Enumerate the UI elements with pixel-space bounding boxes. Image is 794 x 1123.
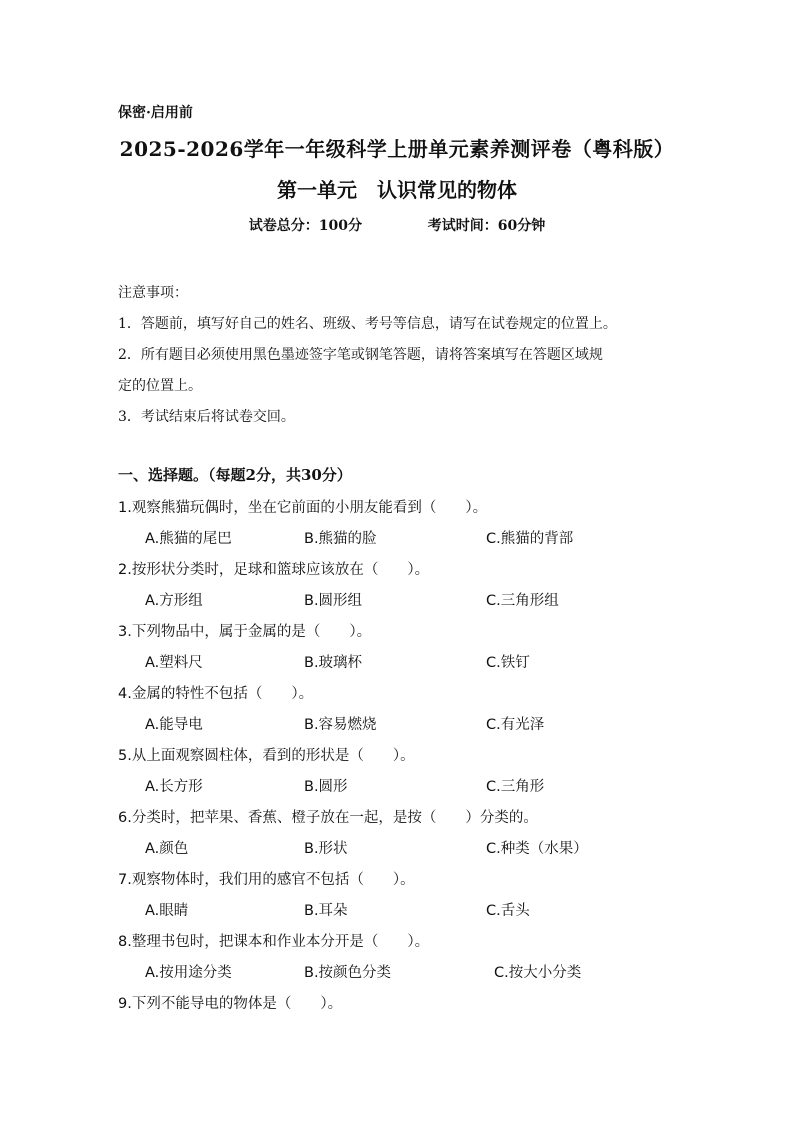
option-b[interactable]: B.形状 (304, 841, 348, 857)
question-stem: 1.观察熊猫玩偶时，坐在它前面的小朋友能看到（ ）。 (118, 500, 488, 516)
notes-block (118, 278, 688, 433)
secret-label: 保密·启用前 (118, 105, 193, 121)
option-b[interactable]: B.容易燃烧 (304, 717, 377, 733)
option-b[interactable]: B.圆形组 (304, 593, 363, 609)
note-item: 2．所有题目必须使用黑色墨迹签字笔或钢笔答题，请将答案填写在答题区域规 (118, 347, 603, 363)
unit-title: 第一单元 认识常见的物体 (277, 178, 517, 202)
option-b[interactable]: B.玻璃杯 (304, 655, 363, 671)
exam-meta (0, 215, 794, 235)
question-stem: 6.分类时，把苹果、香蕉、橙子放在一起，是按（ ）分类的。 (118, 810, 538, 826)
option-c[interactable]: C.舌头 (486, 903, 530, 919)
option-c[interactable]: C.铁钉 (486, 655, 530, 671)
notes-heading: 注意事项： (118, 285, 188, 301)
note-item: 定的位置上。 (118, 378, 202, 394)
question-options (118, 896, 698, 927)
note-item: 1．答题前，填写好自己的姓名、班级、考号等信息，请写在试卷规定的位置上。 (118, 316, 617, 332)
question-options (118, 524, 698, 555)
question-options (118, 648, 698, 679)
option-c[interactable]: C.三角形 (486, 779, 545, 795)
exam-title: 2025-2026学年一年级科学上册单元素养测评卷（粤科版） (119, 137, 675, 161)
option-c[interactable]: C.按大小分类 (494, 965, 582, 981)
note-item: 3．考试结束后将试卷交回。 (118, 409, 295, 425)
option-c[interactable]: C.三角形组 (486, 593, 559, 609)
question-list (118, 493, 698, 1020)
question-options (118, 586, 698, 617)
exam-time: 考试时间：60分钟 (427, 218, 546, 234)
option-c[interactable]: C.有光泽 (486, 717, 545, 733)
question-stem: 7.观察物体时，我们用的感官不包括（ ）。 (118, 872, 415, 888)
option-a[interactable]: A.塑料尺 (145, 655, 203, 671)
option-a[interactable]: A.眼睛 (145, 903, 189, 919)
option-c[interactable]: C.种类（水果） (486, 841, 588, 857)
question-stem: 9.下列不能导电的物体是（ ）。 (118, 996, 343, 1012)
option-a[interactable]: A.颜色 (145, 841, 189, 857)
option-a[interactable]: A.长方形 (145, 779, 203, 795)
option-a[interactable]: A.熊猫的尾巴 (145, 531, 232, 547)
total-score: 试卷总分：100分 (248, 218, 362, 234)
option-a[interactable]: A.能导电 (145, 717, 203, 733)
option-b[interactable]: B.熊猫的脸 (304, 531, 377, 547)
question-options (118, 710, 698, 741)
option-b[interactable]: B.圆形 (304, 779, 348, 795)
question-stem: 3.下列物品中，属于金属的是（ ）。 (118, 624, 372, 640)
option-a[interactable]: A.方形组 (145, 593, 203, 609)
option-c[interactable]: C.熊猫的背部 (486, 531, 574, 547)
question-options (118, 772, 698, 803)
question-stem: 8.整理书包时，把课本和作业本分开是（ ）。 (118, 934, 430, 950)
question-options (118, 958, 698, 989)
question-stem: 2.按形状分类时，足球和篮球应该放在（ ）。 (118, 562, 430, 578)
question-options (118, 834, 698, 865)
option-b[interactable]: B.耳朵 (304, 903, 348, 919)
question-stem: 5.从上面观察圆柱体，看到的形状是（ ）。 (118, 748, 415, 764)
section-heading: 一、选择题。（每题2分，共30分） (118, 466, 352, 484)
option-a[interactable]: A.按用途分类 (145, 965, 232, 981)
question-stem: 4.金属的特性不包括（ ）。 (118, 686, 314, 702)
option-b[interactable]: B.按颜色分类 (304, 965, 392, 981)
